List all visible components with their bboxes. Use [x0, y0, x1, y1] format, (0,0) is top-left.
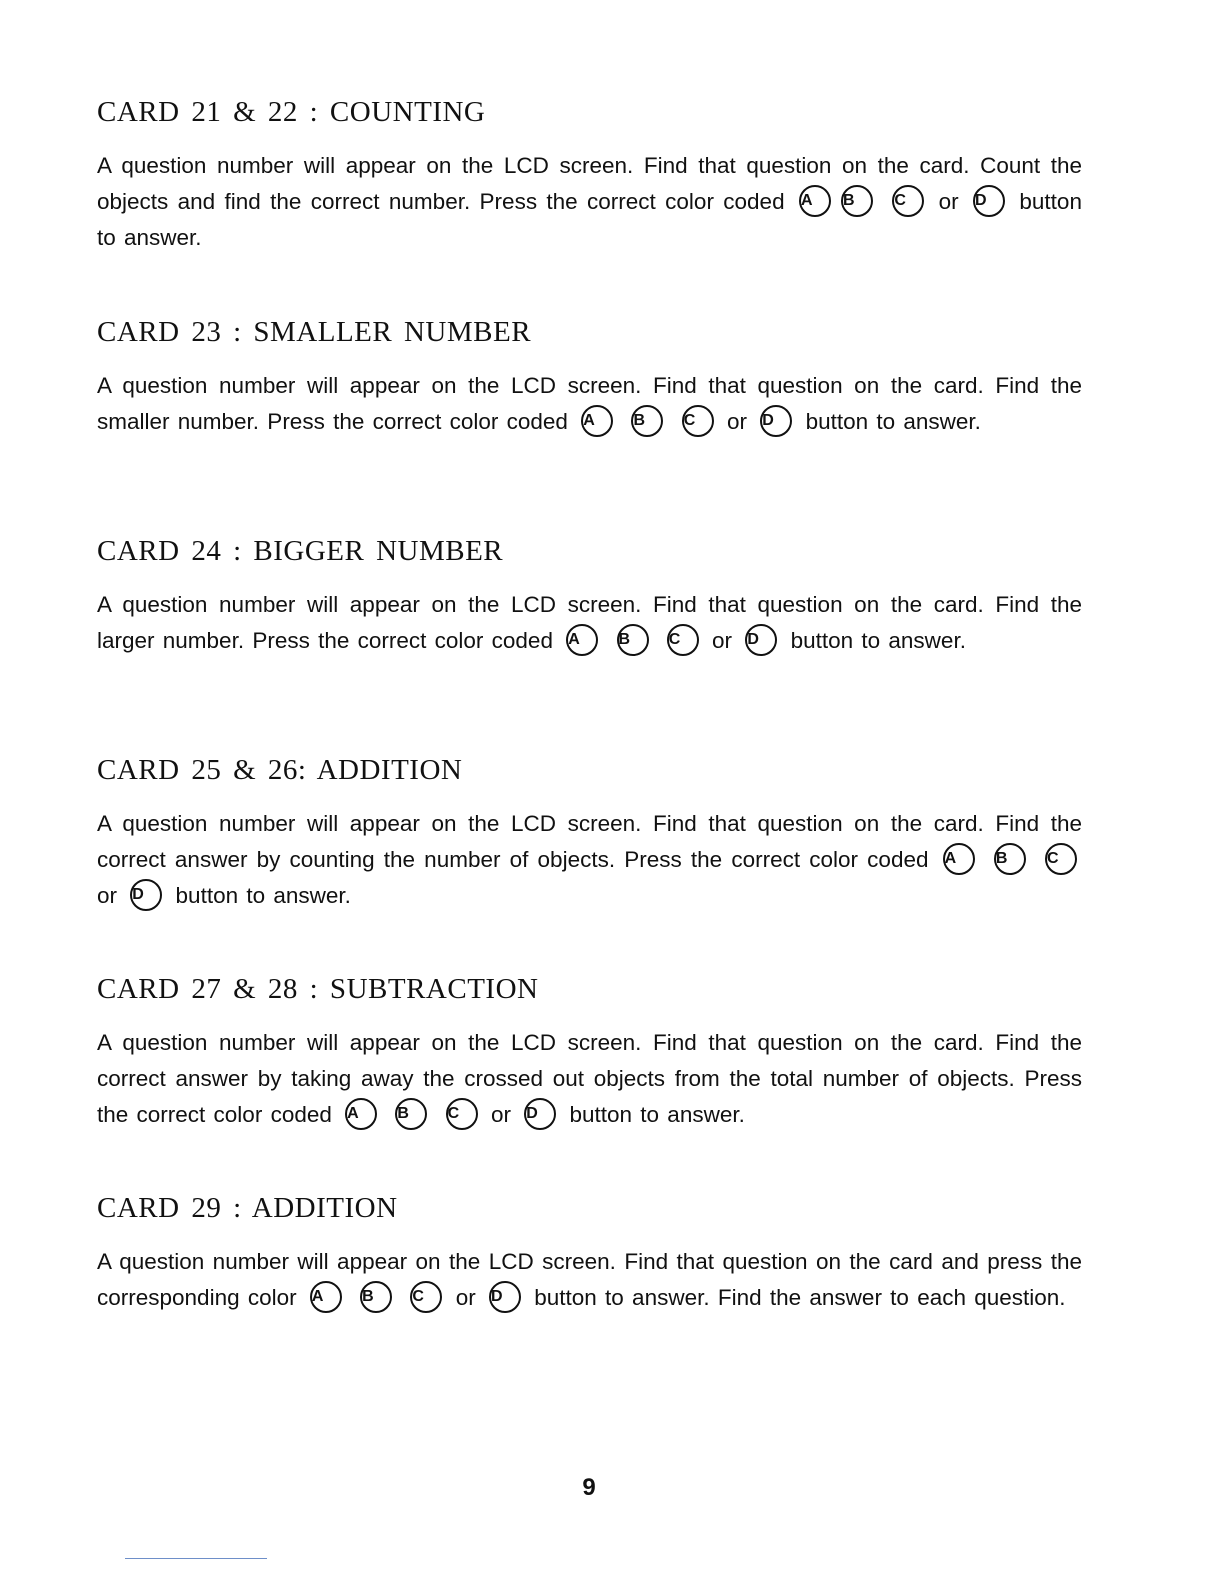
a-button-icon: A — [943, 843, 975, 875]
a-button-icon: A — [566, 624, 598, 656]
body-text-after: button to answer. — [790, 628, 966, 653]
or-text: or — [938, 189, 959, 214]
section-heading: CARD 29 : ADDITION — [97, 1192, 398, 1224]
body-text-before: A question number will appear on the LCD screen. Find that question on the card. Find the correct answer by taking away the crossed out objects from the total number of objects. Press the correct color coded — [97, 1030, 1082, 1127]
section-heading: CARD 21 & 22 : COUNTING — [97, 96, 486, 128]
or-text: or — [455, 1285, 476, 1310]
b-button-icon: B — [841, 185, 873, 217]
d-button-icon: D — [489, 1281, 521, 1313]
b-button-icon: B — [994, 843, 1026, 875]
section-card-23 — [97, 316, 1082, 440]
section-card-27-28 — [97, 973, 1082, 1133]
c-button-icon: C — [410, 1281, 442, 1313]
body-text-after: button to answer. — [805, 409, 981, 434]
section-body — [97, 806, 1082, 914]
c-button-icon: C — [892, 185, 924, 217]
d-button-icon: D — [524, 1098, 556, 1130]
a-button-icon: A — [799, 185, 831, 217]
section-body — [97, 1025, 1082, 1133]
footer-rule — [125, 1558, 267, 1559]
body-text-after: button to answer. Find the answer to each question. — [534, 1285, 1066, 1310]
section-heading: CARD 25 & 26: ADDITION — [97, 754, 463, 786]
body-text-before: A question number will appear on the LCD screen. Find that question on the card. Count the objects and find the correct number. Press the correct color coded — [97, 153, 1082, 214]
d-button-icon: D — [760, 405, 792, 437]
section-body — [97, 1244, 1082, 1316]
section-card-29 — [97, 1192, 1082, 1316]
body-text-after: button to answer. — [97, 189, 1082, 250]
b-button-icon: B — [617, 624, 649, 656]
section-heading: CARD 24 : BIGGER NUMBER — [97, 535, 504, 567]
section-card-21-22 — [97, 96, 1082, 256]
b-button-icon: B — [395, 1098, 427, 1130]
body-text-before: A question number will appear on the LCD screen. Find that question on the card. Find the correct answer by counting the number of objects. Press the correct color coded — [97, 811, 1082, 872]
d-button-icon: D — [973, 185, 1005, 217]
section-body — [97, 368, 1082, 440]
a-button-icon: A — [310, 1281, 342, 1313]
a-button-icon: A — [345, 1098, 377, 1130]
body-text-after: button to answer. — [175, 883, 351, 908]
b-button-icon: B — [631, 405, 663, 437]
or-text: or — [712, 628, 733, 653]
c-button-icon: C — [682, 405, 714, 437]
or-text: or — [727, 409, 748, 434]
or-text: or — [490, 1102, 511, 1127]
d-button-icon: D — [130, 879, 162, 911]
c-button-icon: C — [446, 1098, 478, 1130]
page-number: 9 — [582, 1474, 596, 1501]
section-card-24 — [97, 535, 1082, 659]
c-button-icon: C — [667, 624, 699, 656]
body-text-before: A question number will appear on the LCD screen. Find that question on the card. Find the larger number. Press the correct color coded — [97, 592, 1082, 653]
section-body — [97, 148, 1082, 256]
c-button-icon: C — [1045, 843, 1077, 875]
d-button-icon: D — [745, 624, 777, 656]
body-text-before: A question number will appear on the LCD screen. Find that question on the card. Find the smaller number. Press the correct color coded — [97, 373, 1082, 434]
body-text-before: A question number will appear on the LCD screen. Find that question on the card and press the corresponding color — [97, 1249, 1082, 1310]
b-button-icon: B — [360, 1281, 392, 1313]
section-heading: CARD 23 : SMALLER NUMBER — [97, 316, 532, 348]
section-heading: CARD 27 & 28 : SUBTRACTION — [97, 973, 539, 1005]
body-text-after: button to answer. — [569, 1102, 745, 1127]
or-text: or — [97, 883, 118, 908]
section-body — [97, 587, 1082, 659]
a-button-icon: A — [581, 405, 613, 437]
section-card-25-26 — [97, 754, 1082, 914]
